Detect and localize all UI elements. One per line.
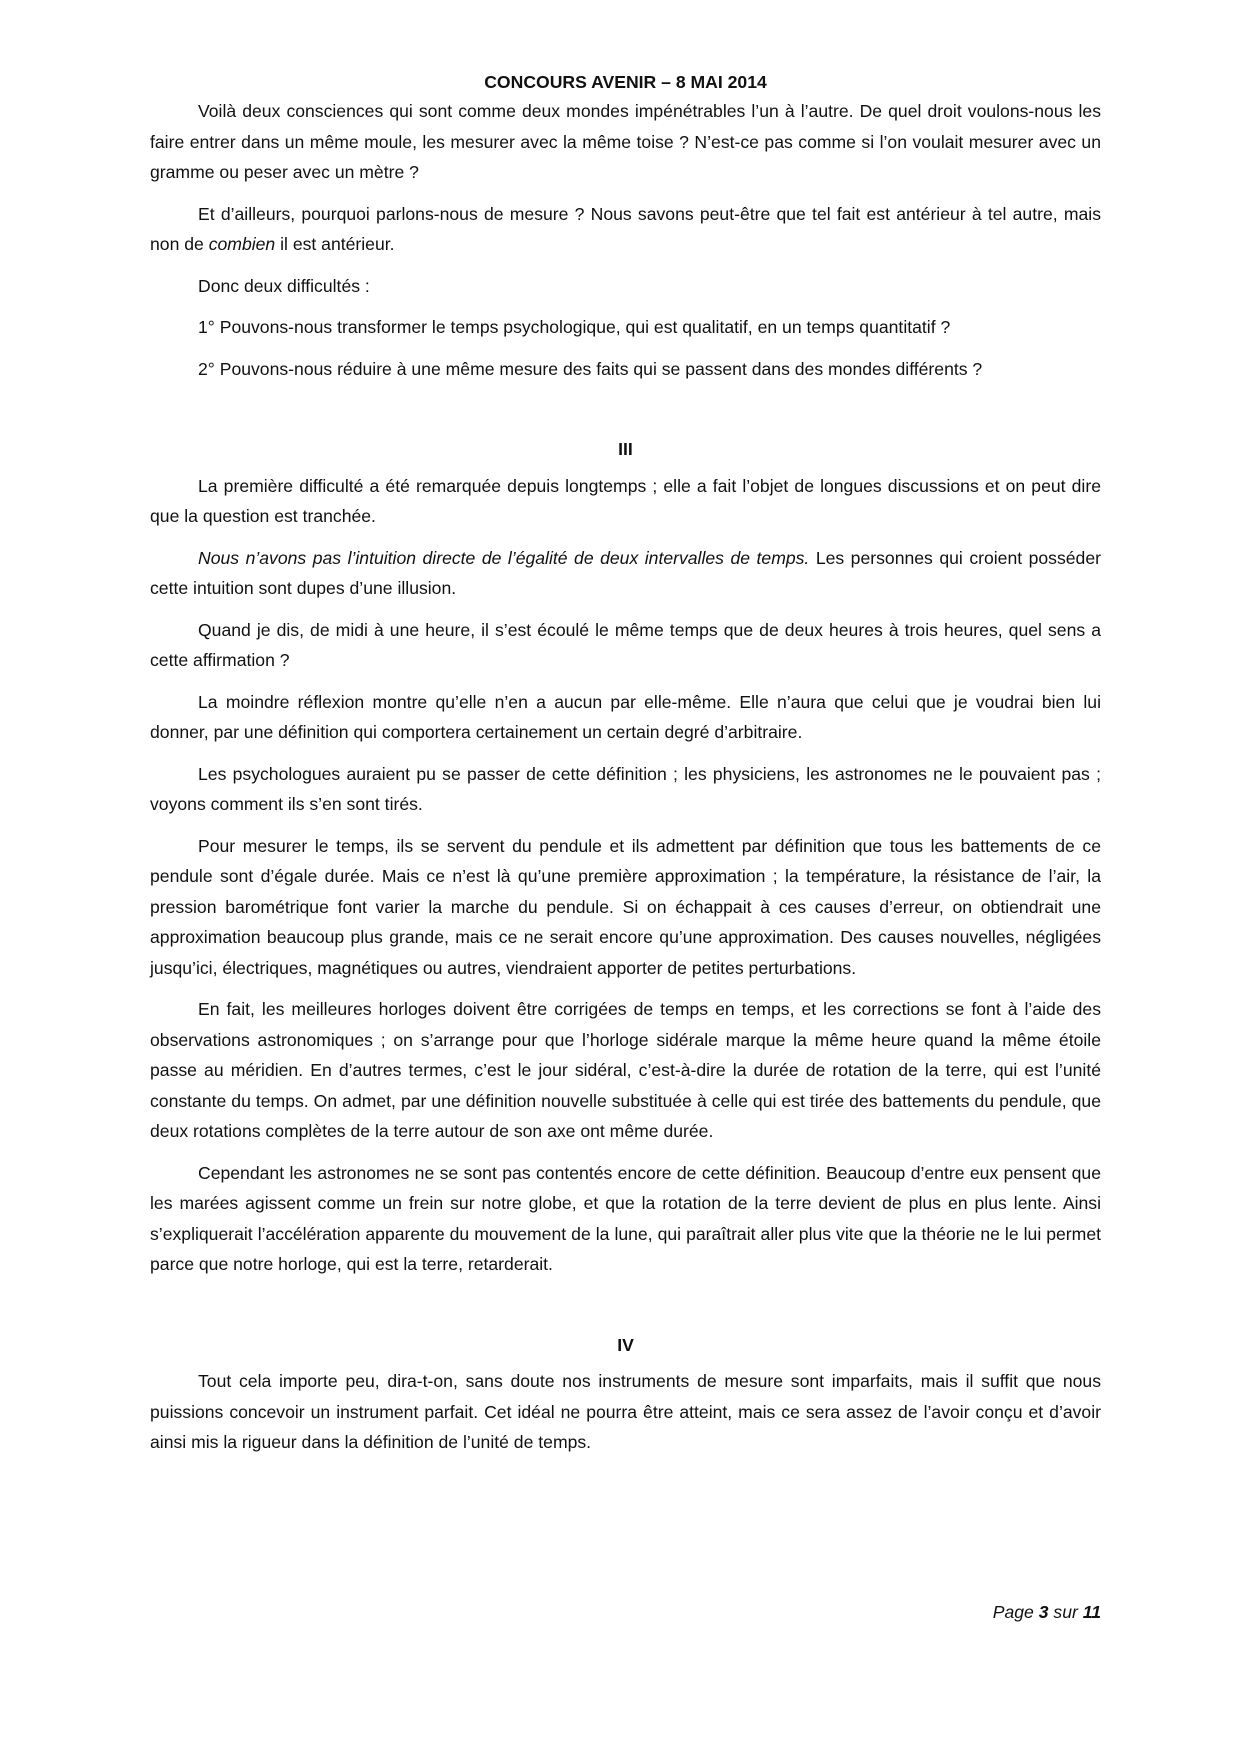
- paragraph: Les psychologues auraient pu se passer de cette définition ; les physiciens, les astronomes ne le pouvaient pas ; voyons comment ils s’en sont tirés.: [150, 763, 1101, 814]
- paragraph: Donc deux difficultés :: [198, 275, 370, 296]
- paragraph: La moindre réflexion montre qu’elle n’en a aucun par elle-même. Elle n’aura que celui que je voudrai bien lui donner, par une définition qui comportera certainement un certain degré d’arbitraire.: [150, 691, 1101, 742]
- page-number: 3: [1038, 1602, 1049, 1622]
- section-heading-iii: III: [618, 439, 633, 459]
- paragraph: Tout cela importe peu, dira-t-on, sans doute nos instruments de mesure sont imparfaits, mais il suffit que nous puissions concevoir un instrument parfait. Cet idéal ne pourra être atteint, mais ce sera assez de l’avoir conçu et d’avoir ainsi mis la rigueur dans la définition de l’unité de temps.: [150, 1371, 1101, 1452]
- paragraph: 1° Pouvons-nous transformer le temps psychologique, qui est qualitatif, en un temps quantitatif ?: [198, 317, 951, 337]
- total-pages: 11: [1082, 1602, 1101, 1622]
- page-label: Page: [992, 1602, 1034, 1622]
- document-body: [150, 68, 1101, 1469]
- paragraph: La première difficulté a été remarquée depuis longtemps ; elle a fait l’objet de longues discussions et on peut dire que la question est tranchée.: [150, 475, 1101, 526]
- paragraph: 2° Pouvons-nous réduire à une même mesure des faits qui se passent dans des mondes différents ?: [198, 358, 983, 379]
- paragraph-text: Les personnes qui croient posséder cette intuition sont dupes d’une illusion.: [150, 547, 1101, 598]
- paragraph: Voilà deux consciences qui sont comme deux mondes impénétrables l’un à l’autre. De quel droit voulons-nous les faire entrer dans un même moule, les mesurer avec la même toise ? N’est-ce pas comme si l’on voulait mesurer avec un gramme ou peser avec un mètre ?: [150, 101, 1101, 182]
- paragraph: [150, 543, 1101, 604]
- paragraph: [150, 199, 1101, 260]
- sur-label: sur: [1053, 1602, 1078, 1622]
- paragraph-text: il est antérieur.: [275, 234, 395, 254]
- emphasis-text: combien: [208, 234, 276, 254]
- paragraph-text: Et d’ailleurs, pourquoi parlons-nous de mesure ? Nous savons peut-être que tel fait est antérieur à tel autre, mais non de: [150, 203, 1101, 254]
- page-footer: [993, 1602, 1101, 1623]
- emphasis-text: Nous n’avons pas l’intuition directe de l’égalité de deux intervalles de temps.: [198, 547, 810, 568]
- paragraph: Quand je dis, de midi à une heure, il s’est écoulé le même temps que de deux heures à trois heures, quel sens a cette affirmation ?: [150, 619, 1101, 670]
- document-header: CONCOURS AVENIR – 8 MAI 2014: [484, 72, 767, 92]
- paragraph: Cependant les astronomes ne se sont pas contentés encore de cette définition. Beaucoup d’entre eux pensent que les marées agissent comme un frein sur notre globe, et que la rotation de la terre devient de plus en plus lente. Ainsi s’expliquerait l’accélération apparente du mouvement de la lune, qui paraîtrait aller plus vite que la théorie ne le lui permet parce que notre horloge, qui est la terre, retarderait.: [150, 1162, 1101, 1274]
- section-heading-iv: IV: [617, 1334, 634, 1355]
- paragraph: Pour mesurer le temps, ils se servent du pendule et ils admettent par définition que tous les battements de ce pendule sont d’égale durée. Mais ce n’est là qu’une première approximation ; la température, la résistance de l’air, la pression barométrique font varier la marche du pendule. Si on échappait à ces causes d’erreur, on obtiendrait une approximation beaucoup plus grande, mais ce ne serait encore qu’une approximation. Des causes nouvelles, négligées jusqu’ici, électriques, magnétiques ou autres, viendraient apporter de petites perturbations.: [150, 835, 1101, 978]
- paragraph: En fait, les meilleures horloges doivent être corrigées de temps en temps, et les corrections se font à l’aide des observations astronomiques ; on s’arrange pour que l’horloge sidérale marque la même heure quand la même étoile passe au méridien. En d’autres termes, c’est le jour sidéral, c’est-à-dire la durée de rotation de la terre, qui est l’unité constante du temps. On admet, par une définition nouvelle substituée à celle qui est tirée des battements du pendule, que deux rotations complètes de la terre autour de son axe ont même durée.: [150, 999, 1101, 1141]
